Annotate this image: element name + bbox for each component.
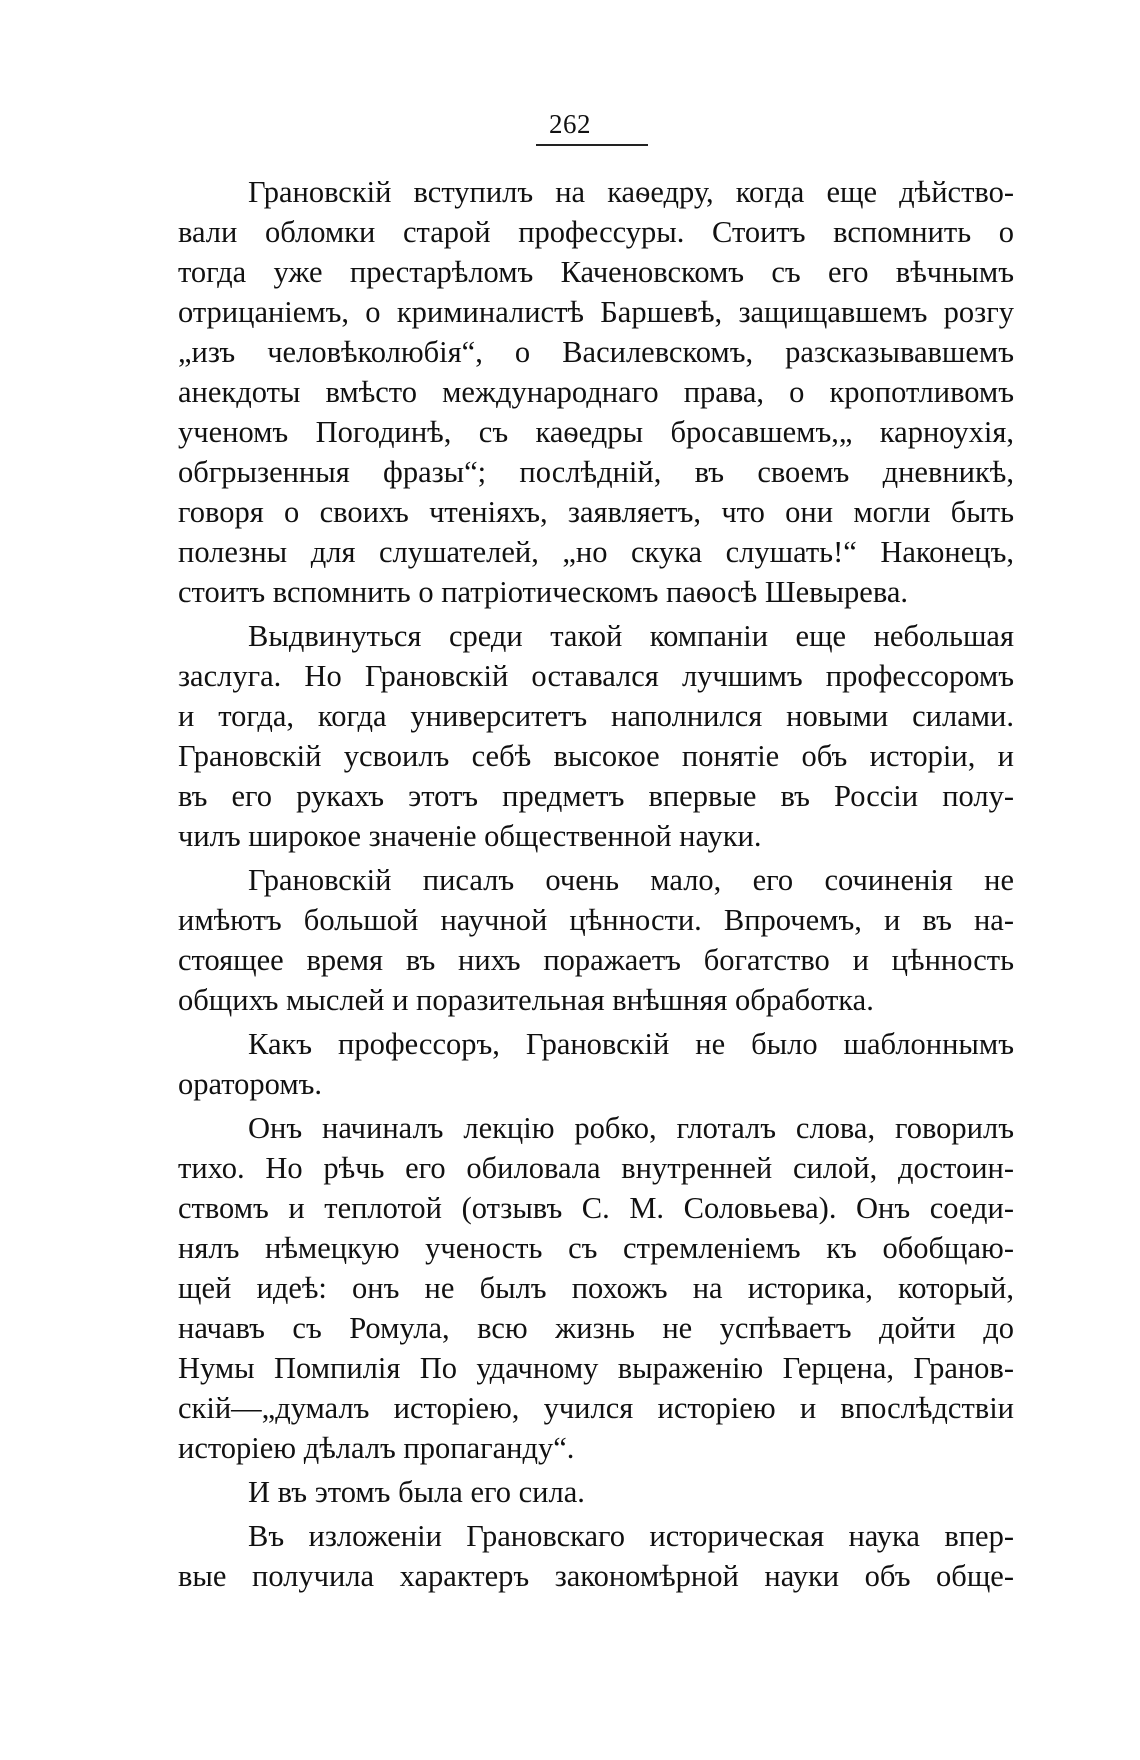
text-line: обгрызенныя фразы“; послѣдній, въ своемъ дневникѣ, — [178, 455, 1014, 489]
paragraph — [178, 1516, 1014, 1596]
text-line: и тогда, когда университетъ наполнился новыми силами. — [178, 699, 1014, 733]
text-line: Грановскій усвоилъ себѣ высокое понятіе объ исторіи, и — [178, 739, 1014, 773]
paragraph — [178, 1108, 1014, 1468]
text-line: стоитъ вспомнить о патріотическомъ паѳосѣ Шевырева. — [178, 575, 908, 609]
text-line: ученомъ Погодинѣ, съ каѳедры бросавшемъ,„ карноухія, — [178, 415, 1014, 449]
text-line: щей идеѣ: онъ не былъ похожъ на историка, который, — [178, 1271, 1014, 1305]
text-line: тогда уже престарѣломъ Каченовскомъ съ его вѣчнымъ — [178, 255, 1014, 289]
text-line: говоря о своихъ чтеніяхъ, заявляетъ, что они могли быть — [178, 495, 1014, 529]
text-line: стоящее время въ нихъ поражаетъ богатство и цѣнность — [178, 943, 1014, 977]
text-line: Въ изложеніи Грановскаго историческая наука впер- — [248, 1519, 1014, 1553]
text-line: Какъ профессоръ, Грановскій не было шаблоннымъ — [248, 1027, 1014, 1061]
text-line: нялъ нѣмецкую ученость съ стремленіемъ къ обобщаю- — [178, 1231, 1014, 1265]
page-number-rule — [536, 144, 648, 146]
text-line: въ его рукахъ этотъ предметъ впервые въ Россіи полу- — [178, 779, 1014, 813]
text-line: полезны для слушателей, „но скука слушать!“ Наконецъ, — [178, 535, 1014, 569]
paragraph — [178, 172, 1014, 612]
paragraph — [178, 1024, 1014, 1104]
text-line: вали обломки старой профессуры. Стоитъ вспомнить о — [178, 215, 1014, 249]
text-line: Онъ начиналъ лекцію робко, глоталъ слова, говорилъ — [248, 1111, 1014, 1145]
text-line: Грановскій писалъ очень мало, его сочиненія не — [248, 863, 1014, 897]
paragraph — [178, 616, 1014, 856]
text-line: общихъ мыслей и поразительная внѣшняя обработка. — [178, 983, 874, 1017]
text-line: И въ этомъ была его сила. — [248, 1475, 585, 1509]
text-line: исторіею дѣлалъ пропаганду“. — [178, 1431, 575, 1465]
text-line: ораторомъ. — [178, 1067, 323, 1101]
text-line: „изъ человѣколюбія“, о Василевскомъ, разсказывавшемъ — [178, 335, 1014, 369]
text-line: имѣютъ большой научной цѣнности. Впрочемъ, и въ на- — [178, 903, 1014, 937]
text-line: Нумы Помпилія По удачному выраженію Герцена, Гранов- — [178, 1351, 1014, 1385]
paragraph — [178, 860, 1014, 1020]
text-line: вые получила характеръ закономѣрной науки объ обще- — [178, 1559, 1014, 1593]
text-line: Выдвинуться среди такой компаніи еще небольшая — [248, 619, 1014, 653]
text-line: Грановскій вступилъ на каѳедру, когда еще дѣйство- — [248, 175, 1014, 209]
paragraph — [178, 1472, 1014, 1512]
text-line: чилъ широкое значеніе общественной науки. — [178, 819, 762, 853]
text-line: заслуга. Но Грановскій оставался лучшимъ профессоромъ — [178, 659, 1014, 693]
text-line: отрицаніемъ, о криминалистѣ Баршевѣ, защищавшемъ розгу — [178, 295, 1014, 329]
text-line: скій—„думалъ исторіею, учился исторіею и впослѣдствіи — [178, 1391, 1014, 1425]
body-text — [178, 172, 1014, 1596]
text-line: начавъ съ Ромула, всю жизнь не успѣваетъ дойти до — [178, 1311, 1014, 1345]
text-line: анекдоты вмѣсто международнаго права, о кропотливомъ — [178, 375, 1014, 409]
page-number: 262 — [549, 109, 591, 139]
text-line: ствомъ и теплотой (отзывъ С. М. Соловьева). Онъ соеди- — [178, 1191, 1014, 1225]
text-line: тихо. Но рѣчь его обиловала внутренней силой, достоин- — [178, 1151, 1014, 1185]
